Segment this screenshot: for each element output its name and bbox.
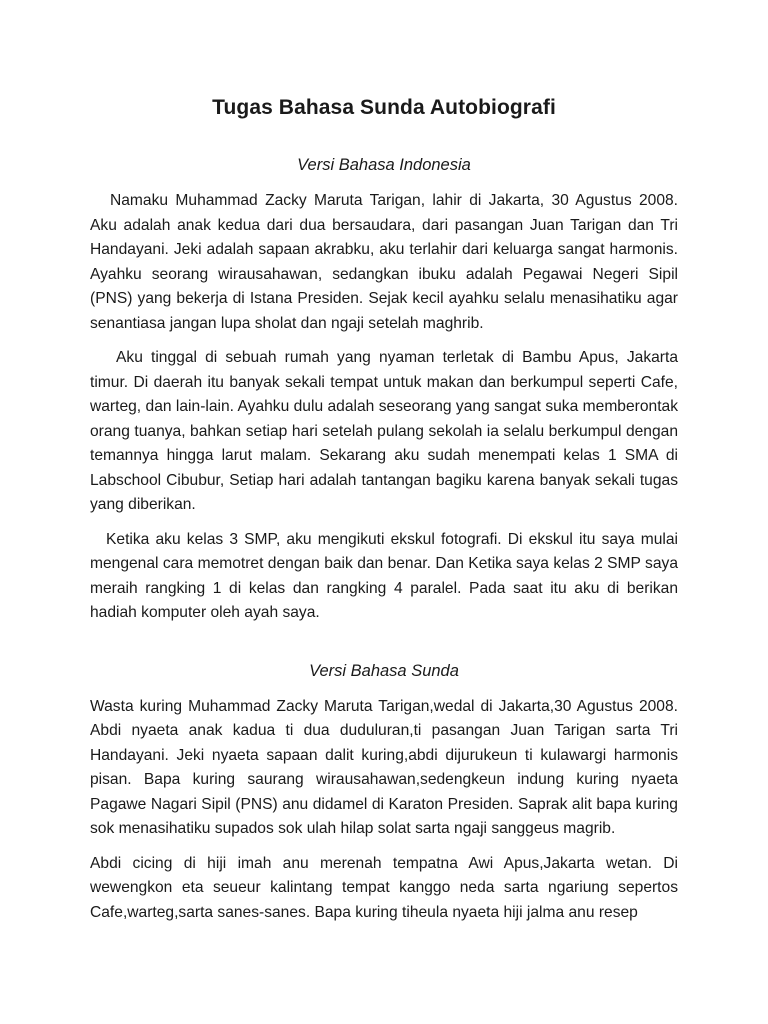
- paragraph-sundanese-1: Wasta kuring Muhammad Zacky Maruta Tarigan,wedal di Jakarta,30 Agustus 2008. Abdi nyaeta anak kadua ti dua duduluran,ti pasangan Juan Tarigan sarta Tri Handayani. Jeki nyaeta sapaan dalit kuring,abdi dijurukeun ti kulawargi harmonis pisan. Bapa kuring saurang wirausahawan,sedengkeun indung kuring nyaeta Pagawe Nagari Sipil (PNS) anu didamel di Karaton Presiden. Saprak alit bapa kuring sok menasihatiku supados sok ulah hilap solat sarta ngaji sanggeus magrib.: [90, 697, 678, 837]
- paragraph-indonesian-3: Ketika aku kelas 3 SMP, aku mengikuti ekskul fotografi. Di ekskul itu saya mulai mengenal cara memotret dengan baik dan benar. Dan Ketika saya kelas 2 SMP saya meraih rangking 1 di kelas dan rangking 4 paralel. Pada saat itu aku di berikan hadiah komputer oleh ayah saya.: [90, 530, 678, 621]
- section-indonesian: [90, 156, 678, 626]
- section-heading-sundanese: Versi Bahasa Sunda: [309, 661, 459, 680]
- paragraph-sundanese-2: Abdi cicing di hiji imah anu merenah tempatna Awi Apus,Jakarta wetan. Di wewengkon eta seueur kalintang tempat kanggo neda sarta ngariung sepertos Cafe,warteg,sarta sanes-sanes. Bapa kuring tiheula nyaeta hiji jalma anu resep: [90, 854, 678, 921]
- section-heading-indonesian: Versi Bahasa Indonesia: [297, 156, 471, 174]
- paragraph-indonesian-2: Aku tinggal di sebuah rumah yang nyaman terletak di Bambu Apus, Jakarta timur. Di daerah itu banyak sekali tempat untuk makan dan berkumpul seperti Cafe, warteg, dan lain-lain. Ayahku dulu adalah seseorang yang sangat suka memberontak orang tuanya, bahkan setiap hari setelah pulang sekolah ia selalu berkumpul dengan temannya hingga larut malam. Sekarang aku sudah menempati kelas 1 SMA di Labschool Cibubur, Setiap hari adalah tantangan bagiku karena banyak sekali tugas yang diberikan.: [90, 349, 678, 513]
- paragraph-indonesian-1: Namaku Muhammad Zacky Maruta Tarigan, lahir di Jakarta, 30 Agustus 2008. Aku adalah anak kedua dari dua bersaudara, dari pasangan Juan Tarigan dan Tri Handayani. Jeki adalah sapaan akrabku, aku terlahir dari keluarga sangat harmonis. Ayahku seorang wirausahawan, sedangkan ibuku adalah Pegawai Negeri Sipil (PNS) yang bekerja di Istana Presiden. Sejak kecil ayahku selalu menasihatiku agar senantiasa jangan lupa sholat dan ngaji setelah maghrib.: [90, 192, 678, 332]
- section-sundanese: [90, 662, 678, 926]
- document-title: Tugas Bahasa Sunda Autobiografi: [212, 96, 556, 119]
